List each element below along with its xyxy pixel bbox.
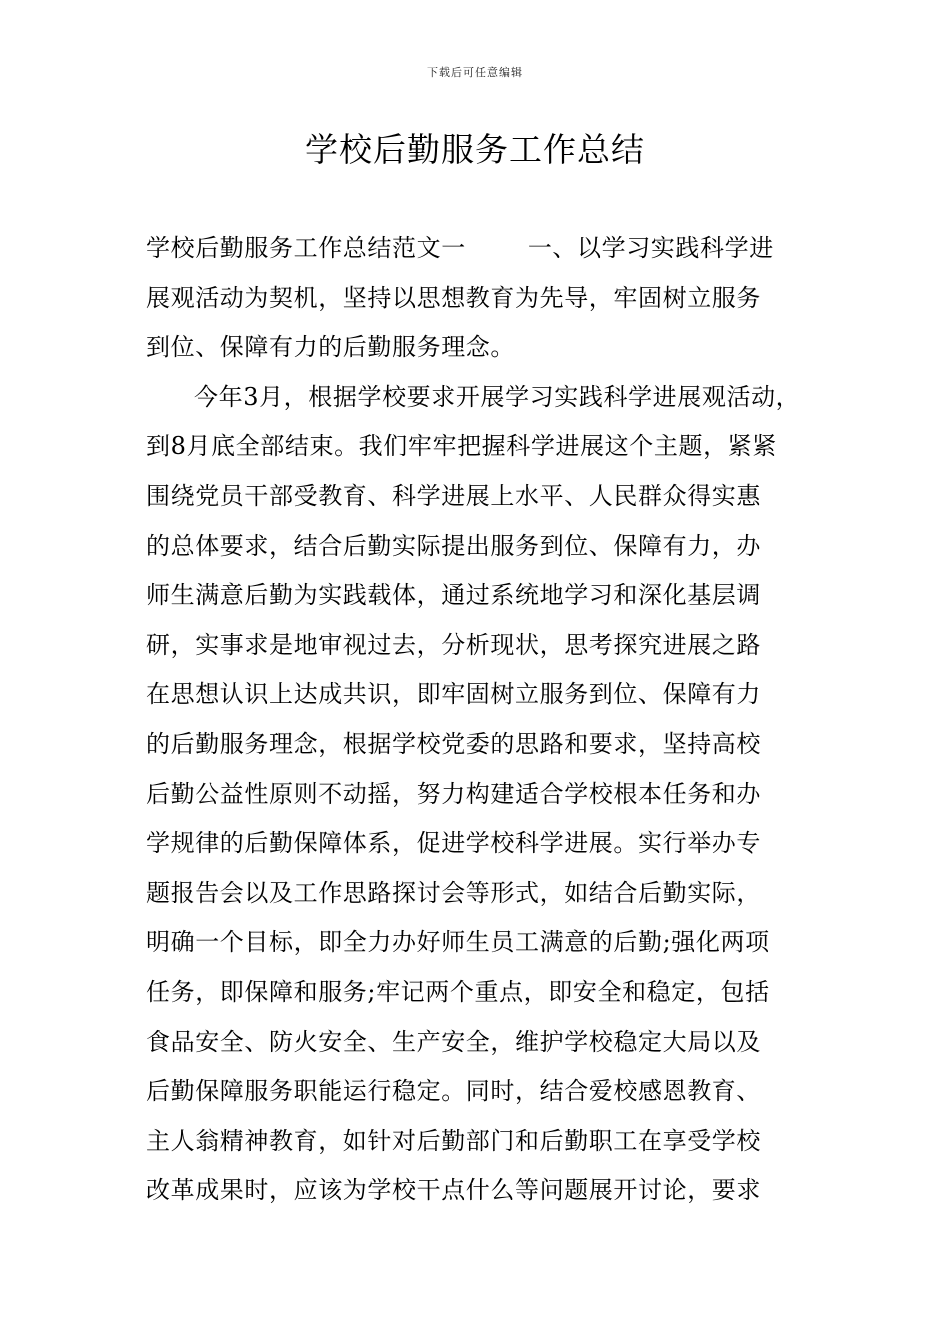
paragraph-2-line: 在思想认识上达成共识，即牢固树立服务到位、保障有力 (146, 680, 761, 709)
header-note: 下载后可任意编辑 (427, 66, 523, 79)
paragraph-2-line: 的总体要求，结合后勤实际提出服务到位、保障有力，办 (146, 531, 761, 560)
paragraph-2-line: 改革成果时，应该为学校干点什么等问题展开讨论，要求 (146, 1176, 761, 1205)
paragraph-2-line: 今年3月，根据学校要求开展学习实践科学进展观活动， (194, 382, 801, 411)
paragraph-2-line: 到8月底全部结束。我们牢牢把握科学进展这个主题，紧紧 (146, 432, 777, 461)
paragraph-2-line: 后勤保障服务职能运行稳定。同时，结合爱校感恩教育、 (146, 1077, 761, 1106)
paragraph-2-line: 明确一个目标，即全力办好师生员工满意的后勤;强化两项 (146, 928, 770, 957)
paragraph-1-line-3: 到位、保障有力的后勤服务理念。 (146, 333, 515, 362)
paragraph-2-line: 围绕党员干部受教育、科学进展上水平、人民群众得实惠 (146, 481, 761, 510)
paragraph-1-line-1-rest: 一、以学习实践科学进 (527, 234, 774, 262)
paragraph-2-line: 学规律的后勤保障体系，促进学校科学进展。实行举办专 (146, 829, 761, 858)
document-body (146, 224, 806, 1216)
paragraph-2-line: 食品安全、防火安全、生产安全，维护学校稳定大局以及 (146, 1027, 761, 1056)
paragraph-2-line: 师生满意后勤为实践载体，通过系统地学习和深化基层调 (146, 581, 761, 610)
paragraph-1-line-1 (146, 224, 806, 274)
paragraph-2-line: 后勤公益性原则不动摇，努力构建适合学校根本任务和办 (146, 779, 761, 808)
paragraph-2-line: 主人翁精神教育，如针对后勤部门和后勤职工在享受学校 (146, 1126, 761, 1155)
paragraph-2-line: 任务，即保障和服务;牢记两个重点，即安全和稳定，包括 (146, 977, 770, 1006)
paragraph-1-lead: 学校后勤服务工作总结范文一 (146, 234, 466, 262)
paragraph-2-line: 的后勤服务理念，根据学校党委的思路和要求，坚持高校 (146, 729, 761, 758)
paragraph-2-line: 研，实事求是地审视过去，分析现状，思考探究进展之路 (146, 630, 761, 659)
paragraph-1-line-2: 展观活动为契机，坚持以思想教育为先导，牢固树立服务 (146, 283, 761, 312)
paragraph-2-line: 题报告会以及工作思路探讨会等形式，如结合后勤实际， (146, 878, 761, 907)
document-title: 学校后勤服务工作总结 (305, 130, 645, 169)
